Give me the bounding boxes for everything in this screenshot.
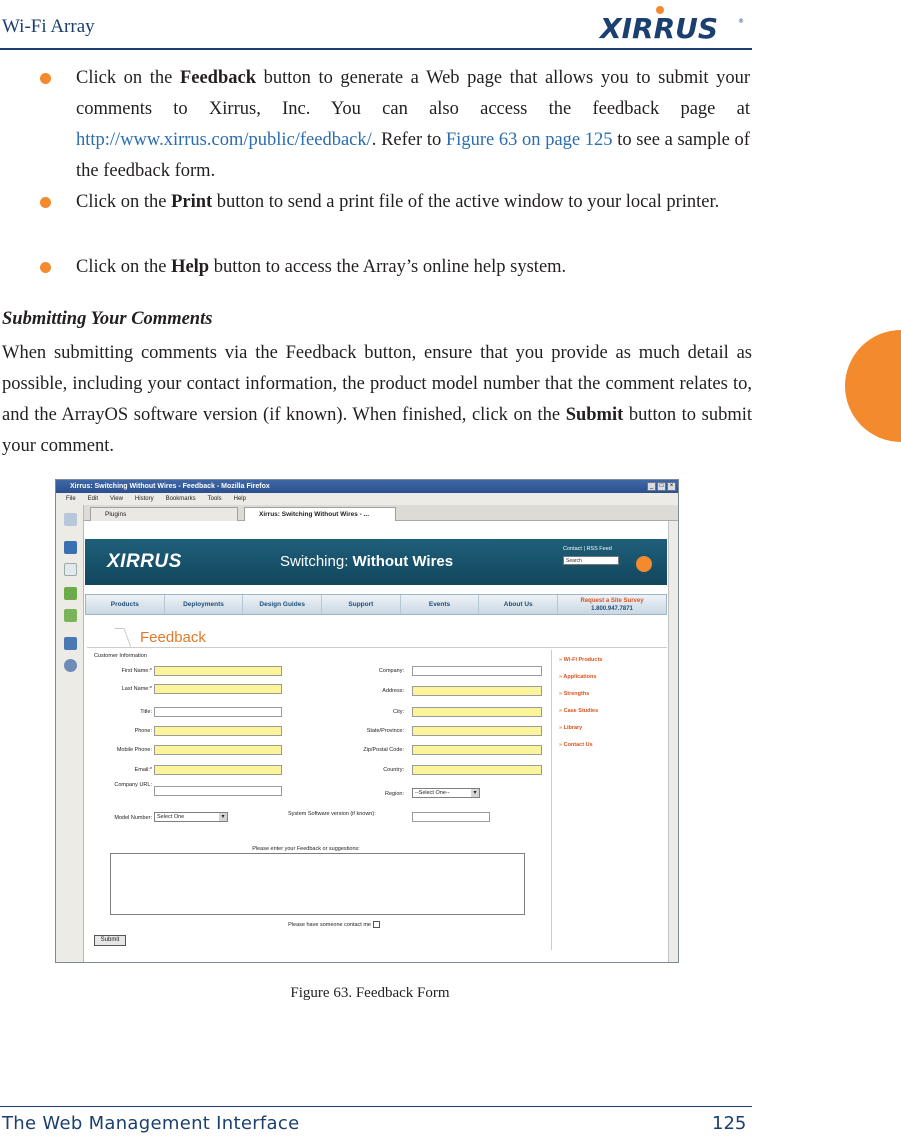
browser-sidebar <box>56 505 84 963</box>
right-column-divider <box>551 650 552 950</box>
first-name-field[interactable] <box>154 666 282 676</box>
region-label: Region: <box>385 791 404 797</box>
header-rule <box>0 48 752 50</box>
country-label: Country: <box>383 767 404 773</box>
feedback-textarea[interactable] <box>110 853 525 915</box>
home-icon[interactable] <box>64 541 77 554</box>
menu-view[interactable]: View <box>110 496 123 502</box>
menu-bookmarks[interactable]: Bookmarks <box>165 496 196 502</box>
customer-info-label: Customer Information <box>94 653 147 659</box>
site-logo[interactable]: XIRRUS <box>107 551 182 572</box>
country-field[interactable] <box>412 765 542 775</box>
bookmark-icon[interactable] <box>64 637 77 650</box>
contact-me-checkbox[interactable] <box>373 921 380 928</box>
company-label: Company: <box>378 668 404 674</box>
nav-deployments[interactable]: Deployments <box>165 595 244 614</box>
right-link-contact-us[interactable]: » Contact Us <box>559 742 593 748</box>
menu-history[interactable]: History <box>134 496 154 502</box>
site-survey-link[interactable]: Request a Site Survey 1.800.947.7871 <box>580 598 644 612</box>
menu-help[interactable]: Help <box>233 496 246 502</box>
content-rule <box>87 647 667 648</box>
model-number-select[interactable]: Select One ▾ <box>154 812 228 822</box>
menu-tools[interactable]: Tools <box>207 496 222 502</box>
right-link-library[interactable]: » Library <box>559 725 582 731</box>
section-heading: Submitting Your Comments <box>2 309 213 329</box>
tab-xirrus[interactable]: Xirrus: Switching Without Wires - ... <box>244 507 396 521</box>
model-number-label: Model Number: <box>114 815 152 821</box>
company-field[interactable] <box>412 666 542 676</box>
page-scrollbar[interactable] <box>668 521 678 963</box>
title-chevron <box>114 628 131 648</box>
nav-design-guides[interactable]: Design Guides <box>243 595 322 614</box>
right-link-case-studies[interactable]: » Case Studies <box>559 708 598 714</box>
minimize-icon[interactable]: _ <box>647 482 656 491</box>
company-url-label: Company URL: <box>114 782 152 788</box>
browser-title-bar: Xirrus: Switching Without Wires - Feedback - Mozilla Firefox <box>56 480 678 493</box>
mobile-phone-label: Mobile Phone: <box>116 747 152 753</box>
last-name-label: Last Name:* <box>121 686 152 692</box>
site-search-input[interactable]: Search <box>563 556 619 565</box>
title-field[interactable] <box>154 707 282 717</box>
bullet-dot <box>40 197 51 208</box>
site-tagline: Switching: Without Wires <box>280 553 454 570</box>
right-link-applications[interactable]: » Applications <box>559 674 596 680</box>
browser-menubar <box>56 493 678 505</box>
phone-label: Phone: <box>134 728 152 734</box>
first-name-label: First Name:* <box>121 668 152 674</box>
city-field[interactable] <box>412 707 542 717</box>
last-name-field[interactable] <box>154 684 282 694</box>
bullet-dot <box>40 262 51 273</box>
contact-me-label: Please have someone contact me <box>288 922 371 928</box>
right-link-wifi-products[interactable]: » Wi-Fi Products <box>559 657 602 663</box>
sw-version-label: System Software version (if known): <box>288 811 376 817</box>
clock-icon[interactable] <box>64 563 77 576</box>
menu-edit[interactable]: Edit <box>87 496 99 502</box>
nav-support[interactable]: Support <box>322 595 401 614</box>
mobile-phone-field[interactable] <box>154 745 282 755</box>
running-header-title: Wi-Fi Array <box>2 16 95 37</box>
sw-version-field[interactable] <box>412 812 490 822</box>
bullet-dot <box>40 73 51 84</box>
chapter-tab-marker <box>845 330 901 442</box>
email-field[interactable] <box>154 765 282 775</box>
window-controls <box>647 482 676 491</box>
bullet-help: Click on the Help button to access the Array’s online help system. <box>76 257 567 277</box>
zip-field[interactable] <box>412 745 542 755</box>
download-icon[interactable] <box>64 587 77 600</box>
feedback-url-link[interactable]: http://www.xirrus.com/public/feedback/ <box>76 130 372 150</box>
addon-icon[interactable] <box>64 609 77 622</box>
feedback-prompt: Please enter your Feedback or suggestions: <box>252 846 360 852</box>
site-header <box>85 539 667 585</box>
footer-rule <box>0 1106 752 1107</box>
address-label: Address: <box>382 688 404 694</box>
region-select[interactable]: --Select One-- ▾ <box>412 788 480 798</box>
tab-plugins[interactable]: Plugins <box>90 507 238 521</box>
figure-xref-link[interactable]: Figure 63 on page 125 <box>445 130 613 150</box>
maximize-icon[interactable]: □ <box>657 482 666 491</box>
nav-events[interactable]: Events <box>401 595 480 614</box>
page-number: 125 <box>712 1113 747 1134</box>
close-icon[interactable]: × <box>667 482 676 491</box>
bullet-feedback: Click on the Feedback button to generate a Web page that allows you to submit your comments to Xirrus, Inc. You can also access the feedback page at http://www.xirrus.com/public/feedback/. Refer to Figure 63 on page 125 to see a sample of the feedback form. <box>76 68 750 181</box>
nav-products[interactable]: Products <box>86 595 165 614</box>
footer-chapter-title: The Web Management Interface <box>2 1113 300 1134</box>
feedback-form-screenshot <box>55 479 679 963</box>
xirrus-logo <box>598 3 746 43</box>
state-label: State/Province: <box>366 728 404 734</box>
xirrus-logo-text: XIRRUS <box>600 12 719 43</box>
right-link-strengths[interactable]: » Strengths <box>559 691 589 697</box>
bullet-print: Click on the Print button to send a print file of the active window to your local printer. <box>76 192 720 212</box>
search-icon[interactable] <box>64 513 77 526</box>
browser-tabbar <box>84 505 679 521</box>
email-label: Email:* <box>134 767 152 773</box>
search-go-button[interactable] <box>636 556 652 572</box>
title-label: Title: <box>140 709 152 715</box>
info-icon[interactable] <box>64 659 77 672</box>
nav-about-us[interactable]: About Us <box>479 595 558 614</box>
zip-label: Zip/Postal Code: <box>363 747 404 753</box>
form-page-title: Feedback <box>140 629 206 646</box>
svg-text:®: ® <box>738 18 744 25</box>
state-field[interactable] <box>412 726 542 736</box>
site-navbar <box>85 594 667 615</box>
menu-file[interactable]: File <box>66 496 76 502</box>
company-url-field[interactable] <box>154 786 282 796</box>
phone-field[interactable] <box>154 726 282 736</box>
site-top-links[interactable]: Contact | RSS Feed <box>563 546 612 552</box>
address-field[interactable] <box>412 686 542 696</box>
city-label: City: <box>393 709 404 715</box>
submit-button[interactable]: Submit <box>94 935 126 946</box>
figure-caption: Figure 63. Feedback Form <box>290 985 450 1001</box>
section-body: When submitting comments via the Feedback button, ensure that you provide as much detail as possible, including your contact information, the product model number that the comment relates to, and the ArrayOS software version (if known). When finished, click on the Submit button to submit your comment. <box>2 343 752 456</box>
